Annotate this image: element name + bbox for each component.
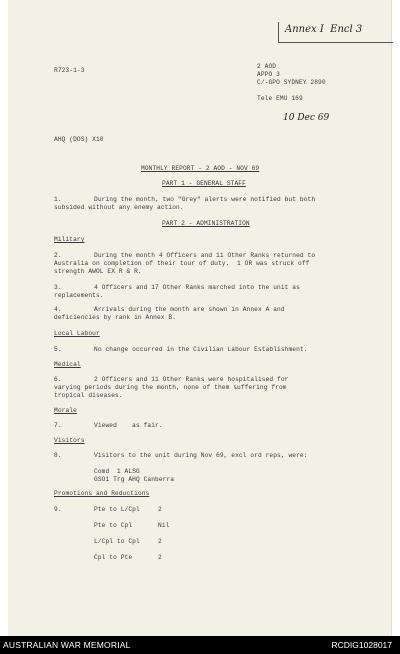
heading-medical: Medical [54,361,81,368]
heading-local-labour: Local Labour [54,330,100,337]
para-3-line-2: replacements. [54,292,104,299]
para-9-number: 9. [54,506,62,513]
heading-promotions: Promotions and Reductions [54,490,150,497]
address-line-3: C/-GPO SYDNEY 2890 [257,79,326,86]
reference-number: R723-1-3 [54,67,85,74]
para-4-line-2: deficiencies by rank in Annex B. [54,314,177,321]
part-2-heading: PART 2 - ADMINISTRATION [162,220,250,227]
footer-record-id: RCDIG1028017 [331,640,392,650]
para-5-text: No change occurred in the Civilian Labour Establishment. [94,346,308,353]
heading-visitors: Visitors [54,437,85,444]
para-7-text: Viewed as fair. [94,422,163,429]
telephone: Tele EMU 169 [257,95,303,102]
annex-annotation: Annex I Encl 3 [285,24,363,35]
handwritten-date: 10 Dec 69 [283,113,330,123]
promo-value-2: Nil [158,522,170,529]
para-3-line-1: 4 Officers and 17 Other Ranks marched into the unit as [94,284,300,291]
para-6-line-3: tropical diseases. [54,392,123,399]
para-2-line-3: strength AWOL EX R & R. [54,268,142,275]
para-1-number: 1. [54,196,62,203]
document-page [8,0,392,636]
footer-institution: AUSTRALIAN WAR MEMORIAL [3,640,131,650]
para-6-line-1: 2 Officers and 11 Other Ranks were hospitalised for [94,376,289,383]
archive-footer [0,636,400,654]
visitor-item-1: Comd 1 ALSG [94,468,140,475]
para-2-line-1: During the month 4 Officers and 11 Other Ranks returned to [94,252,316,259]
para-6-number: 6. [54,376,62,383]
address-line-2: APPO 3 [257,71,280,78]
para-7-number: 7. [54,422,62,429]
heading-military: Military [54,236,85,243]
para-4-line-1: Arrivals during the month are shown in Annex A and [94,306,285,313]
para-4-number: 4. [54,306,62,313]
para-5-number: 5. [54,346,62,353]
heading-morale: Morale [54,407,77,414]
part-1-heading: PART 1 - GENERAL STAFF [162,180,246,187]
addressee: AHQ (DOS) X10 [54,136,104,143]
promo-label-4: Cpl to Pte [94,554,133,561]
visitor-item-2: GSO1 Trg AHQ Canberra [94,476,175,483]
para-2-line-2: Australia on completion of their tour of duty. 1 OR was struck off [54,260,310,267]
para-1-line-2: subsided without any enemy action. [54,204,184,211]
para-8-text: Visitors to the unit during Nov 69, excl ord reps, were: [94,452,308,459]
promo-value-3: 2 [158,538,162,545]
promo-label-2: Pte to Cpl [94,522,133,529]
promo-value-4: 2 [158,554,162,561]
para-6-line-2: varying periods during the month, none of them suffering from [54,384,287,391]
para-2-number: 2. [54,252,62,259]
address-line-1: 2 AOD [257,63,277,70]
para-8-number: 8. [54,452,62,459]
para-3-number: 3. [54,284,62,291]
report-title: MONTHLY REPORT - 2 AOD - NOV 69 [141,165,260,172]
promo-label-1: Pte to L/Cpl [94,506,140,513]
para-1-line-1: During the month, two "Grey" alerts were notified but both [94,196,316,203]
promo-label-3: L/Cpl to Cpl [94,538,140,545]
promo-value-1: 2 [158,506,162,513]
